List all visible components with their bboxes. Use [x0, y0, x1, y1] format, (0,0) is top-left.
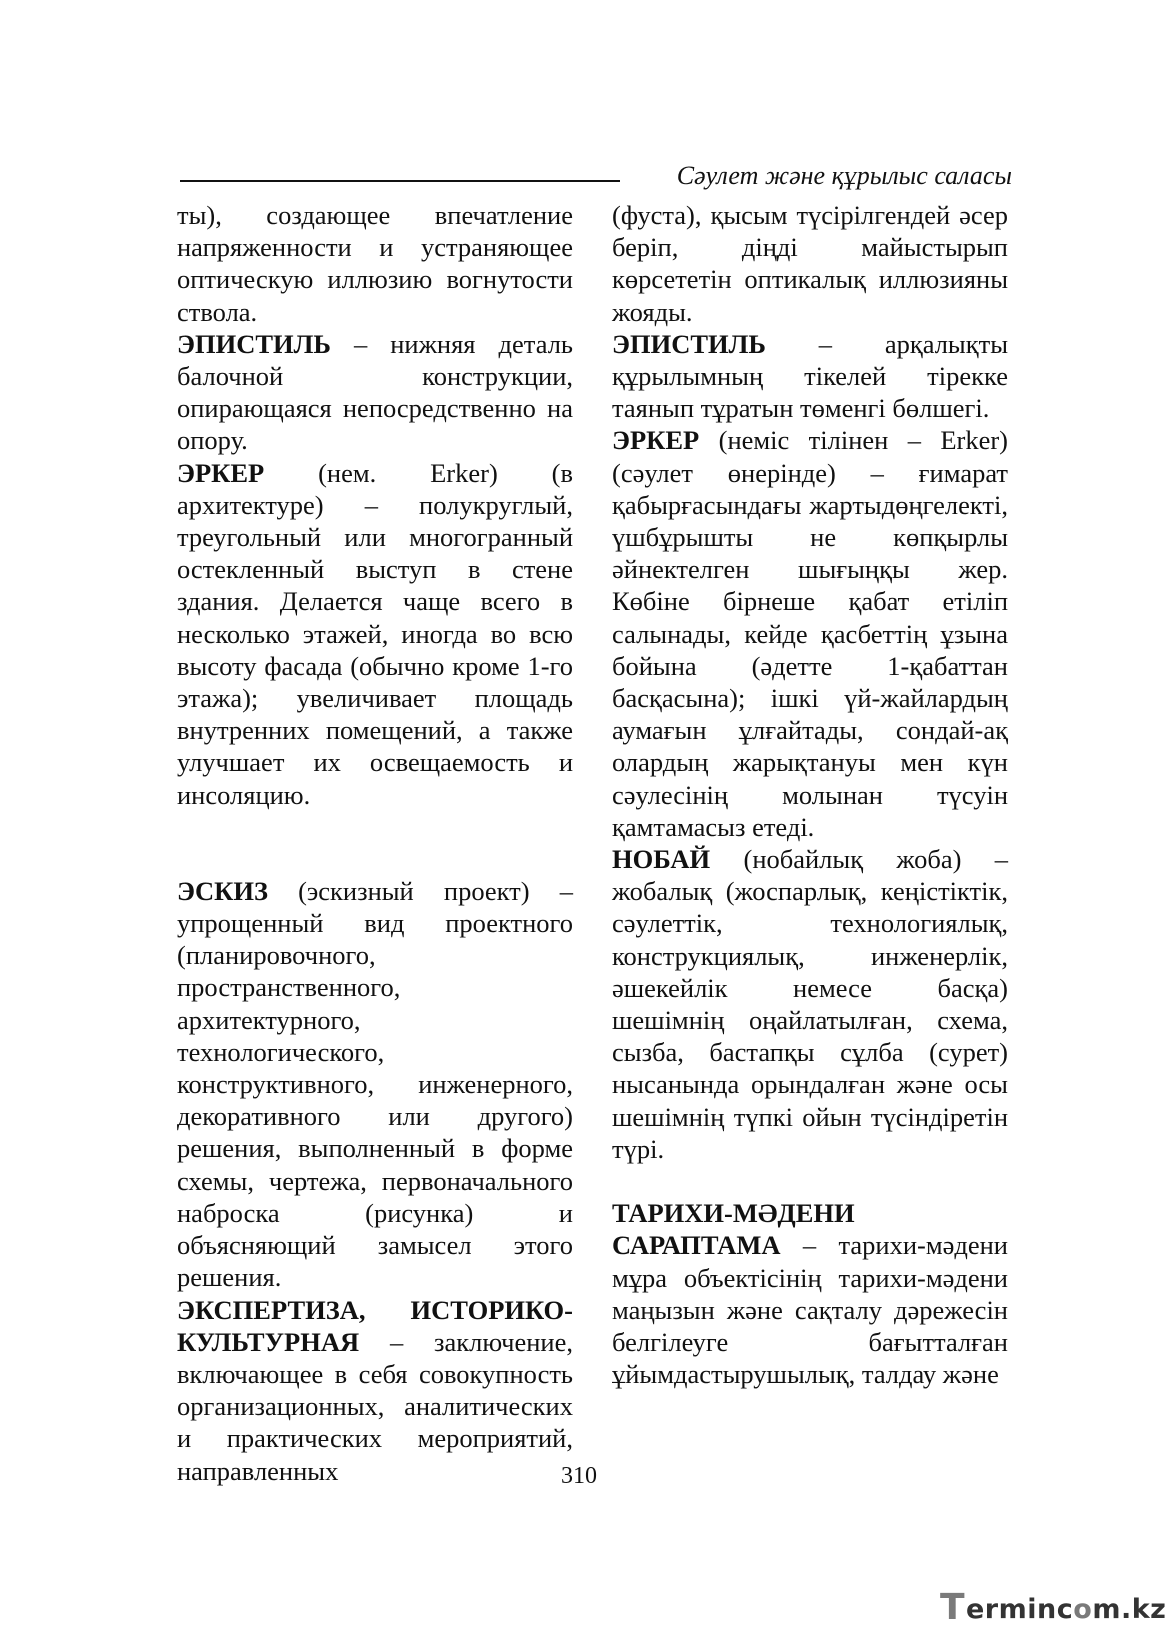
- entry-term: ЭСКИЗ: [177, 875, 268, 906]
- entry-term: ЭКСПЕРТИЗА, ИСТОРИКО-КУЛЬТУРНАЯ: [177, 1294, 573, 1357]
- left-column-russian: [177, 199, 573, 1487]
- termincom-logo: [940, 1587, 1166, 1628]
- page-number: 310: [561, 1463, 597, 1489]
- entry-tarihi-madeni-saraptama: [612, 1197, 1008, 1390]
- entry-erker: [612, 424, 1008, 843]
- entry-text: – заключение, включающее в себя совокупность организационных, аналитических и практических мероприятий, направленных: [177, 1326, 573, 1486]
- entry-term: ЭПИСТИЛЬ: [177, 328, 331, 359]
- entry-epistil: [177, 328, 573, 457]
- right-column-kazakh: [612, 199, 1008, 1390]
- entry-text: – тарихи-мәдени мұра объектісінің тарихи-мәдени маңызын және сақталу дәрежесін белгілеуге бағытталған ұйымдастырушылық, талдау және: [612, 1230, 1008, 1390]
- magnifier-icon: o: [1073, 1594, 1093, 1625]
- entry-term: НОБАЙ: [612, 844, 711, 875]
- entry-term: ЭРКЕР: [177, 457, 265, 488]
- running-header: Сәулет және құрылыс саласы: [676, 161, 1012, 190]
- entry-eskiz: [177, 875, 573, 1294]
- header-rule: [180, 180, 620, 182]
- entry-text: – арқалықты құрылымның тікелей тірекке таянып тұратын төменгі бөлшегі.: [612, 328, 1008, 424]
- entry-text: (фуста), қысым түсірілгендей әсер беріп, діңді майыстырып көрсететін оптикалық иллюзияны жояды.: [612, 200, 1008, 327]
- entry-text: (нобайлық жоба) – жобалық (жоспарлық, кеңістіктік, сәулеттік, технологиялық, конструкциялық, инженерлік, әшекейлік немесе басқа) шешімнің оңайлатылған, схема, сызба, бастапқы сұлба (сурет) нысанында орындалған және осы шешімнің түпкі ойын түсіндіретін түрі.: [612, 844, 1008, 1164]
- entry-erker: [177, 457, 573, 811]
- entry-text: ты), создающее впечатление напряженности и устраняющее оптическую иллюзию вогнутости ствола.: [177, 200, 573, 327]
- entry-text: (нем. Erker) (в архитектуре) – полукруглый, треугольный или многогранный остекленный выступ в стене здания. Делается чаще всего в несколько этажей, иногда во всю высоту фасада (обычно кроме 1-го этажа); увеличивает площадь внутренних помещений, а также улучшает их освещаемость и инсоляцию.: [177, 457, 573, 810]
- logo-letter: T: [940, 1587, 965, 1628]
- entry-epistil: [612, 328, 1008, 425]
- entry-term: ЭРКЕР: [612, 425, 700, 456]
- logo-text: ermincom.kz: [966, 1594, 1166, 1625]
- entry-text: (эскизный проект) – упрощенный вид проектного (планировочного, пространственного, архитектурного, технологического, конструктивного, инженерного, декоративного или другого) решения, выполненный в форме схемы, чертежа, первоначального наброска (рисунка) и объясняющий замысел этого решения.: [177, 875, 573, 1293]
- entry-continuation: [612, 199, 1008, 328]
- entry-text: (неміс тілінен – Erker) (сәулет өнерінде) – ғимарат қабырғасындағы жартыдөңгелекті, үшбұрышты не көпқырлы әйнектелген шығыңқы жер. Көбіне бірнеше қабат етіліп салынады, кейде қасбеттің ұзына бойына (әдетте 1-қабаттан басқасына); ішкі үй-жайлардың аумағын ұлғайтады, сондай-ақ олардың жарықтануы мен күн сәулесінің молынан түсуін қамтамасыз етеді.: [612, 425, 1008, 842]
- entry-nobai: [612, 843, 1008, 1165]
- entry-text: – нижняя деталь балочной конструкции, опирающаяся непосредственно на опору.: [177, 328, 573, 456]
- entry-term: ТАРИХИ-МӘДЕНИ САРАПТАМА: [612, 1198, 855, 1261]
- entry-term: ЭПИСТИЛЬ: [612, 328, 766, 359]
- entry-ekspertiza: [177, 1294, 573, 1487]
- entry-continuation: [177, 199, 573, 328]
